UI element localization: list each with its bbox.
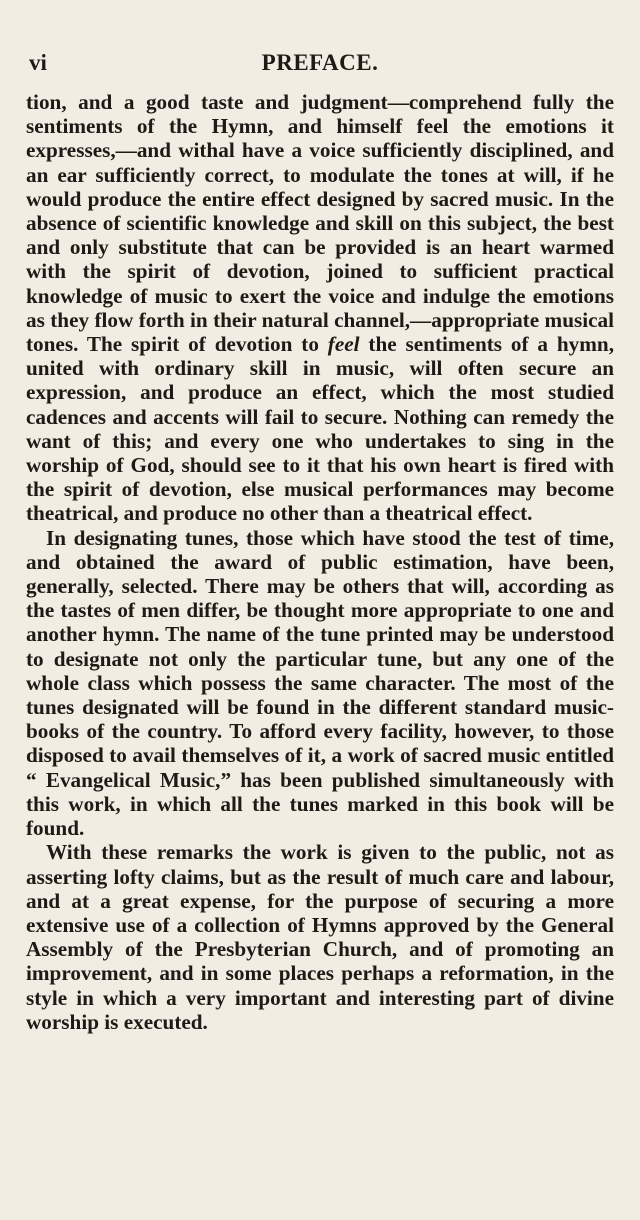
running-title: PREFACE. [261, 50, 379, 75]
paragraph-designating-tunes: In designating tunes, those which have stood the test of time, and obtained the award of public estimation, have been, generally, selected. There may be others that will, according as the tastes of men differ, be thought more appropriate to one and another hymn. The name of the tune printed may be understood to designate not only the particular tune, but any one of the whole class which possess the same character. The most of the tunes designated will be found in the different standard music-books of the country. To afford every facility, however, to those disposed to avail themselves of it, a work of sacred music entitled “ Evangelical Music,” has been published simultaneously with this work, in which all the tunes marked in this book will be found. [26, 525, 614, 841]
paragraph-continued [26, 90, 614, 526]
running-head [26, 50, 614, 84]
paragraph-1-part-1: tion, and a good taste and judgment—comprehend fully the sentiments of the Hymn, and himself feel the emotions it expresses,—and withal have a voice sufficiently disciplined, and an ear sufficiently correct, to modulate the tones at will, if he would produce the entire effect designed by sacred music. In the absence of scientific knowledge and skill on this subject, the best and only substitute that can be provided is an heart warmed with the spirit of devotion, joined to sufficient practical knowledge of music to exert the voice and indulge the emotions as they flow forth in their natural channel,—appropriate musical tones. The spirit of devotion to [26, 90, 614, 357]
body-text [26, 90, 614, 1034]
paragraph-1-part-2: the sentiments of a hymn, united with ordinary skill in music, will often secure an expression, and produce an effect, which the most studied cadences and accents will fail to secure. Nothing can remedy the want of this; and every one who undertakes to sing in the worship of God, should see to it that his own heart is fired with the spirit of devotion, else musical performances may become theatrical, and produce no other than a theatrical effect. [26, 332, 614, 526]
paragraph-closing-remarks: With these remarks the work is given to the public, not as asserting lofty claims, but as the result of much care and labour, and at a great expense, for the purpose of securing a more extensive use of a collection of Hymns approved by the General Assembly of the Presbyterian Church, and of promoting an improvement, and in some places perhaps a reformation, in the style in which a very important and interesting part of divine worship is executed. [26, 840, 614, 1034]
page-number: vi [29, 50, 47, 75]
emphasis-feel: feel [327, 332, 360, 357]
